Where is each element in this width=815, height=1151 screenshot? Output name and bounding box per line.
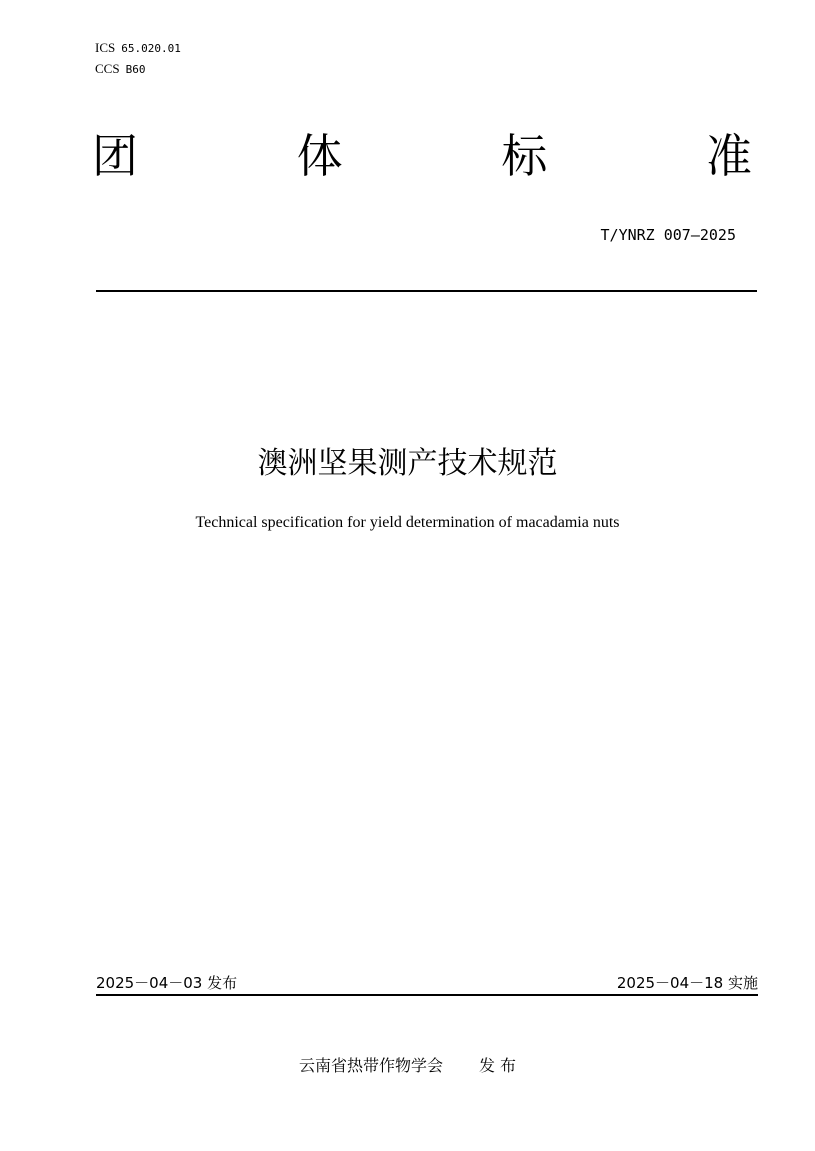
title-char: 标 (501, 129, 548, 183)
publisher-action: 发 布 (478, 1056, 517, 1075)
document-title-zh: 澳洲坚果测产技术规范 (257, 446, 558, 481)
ccs-code (95, 62, 145, 77)
ccs-label: CCS (95, 61, 120, 76)
document-title-en: Technical specification for yield determination of macadamia nuts (195, 514, 620, 531)
standard-number: T/YNRZ 007—2025 (600, 226, 736, 244)
title-char: 团 (92, 129, 138, 183)
ics-code (95, 41, 181, 56)
publish-date: 2025－04－03 发布 (96, 974, 238, 992)
publisher-line (0, 1053, 815, 1076)
publisher-name: 云南省热带作物学会 (298, 1056, 443, 1075)
title-char: 体 (296, 129, 343, 183)
top-divider (96, 290, 757, 292)
ics-label: ICS (95, 40, 116, 55)
standard-type-title (92, 128, 752, 184)
title-char: 准 (705, 129, 752, 183)
ccs-value: B60 (125, 63, 146, 76)
ics-value: 65.020.01 (121, 42, 181, 55)
bottom-divider (96, 994, 758, 996)
implement-date: 2025－04－18 实施 (616, 974, 758, 992)
